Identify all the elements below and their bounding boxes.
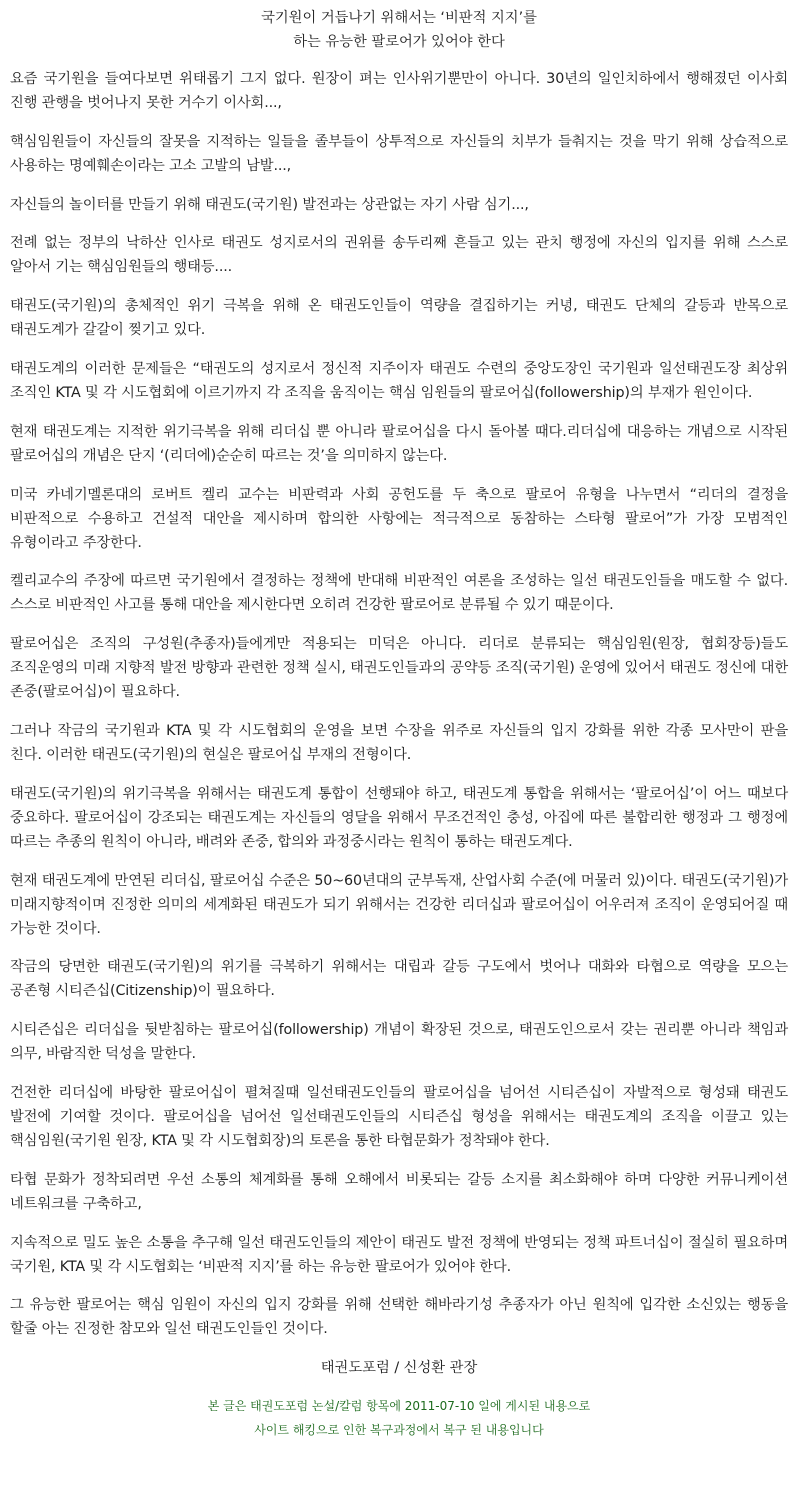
article-title — [10, 0, 788, 54]
paragraph: 켈리교수의 주장에 따르면 국기원에서 결정하는 정책에 반대해 비판적인 여론을 조성하는 일선 태권도인들을 매도할 수 없다. 스스로 비판적인 사고를 통해 대안을 제시한다면 오히려 건강한 팔로어로 분류될 수 있기 때문이다. — [10, 573, 788, 614]
restoration-notice-line-2: 사이트 해킹으로 인한 복구과정에서 복구 된 내용입니다 — [254, 1423, 544, 1438]
paragraph: 요즘 국기원을 들여다보면 위태롭기 그지 없다. 원장이 펴는 인사위기뿐만이 아니다. 30년의 일인치하에서 행해졌던 이사회 진행 관행을 벗어나지 못한 거수기 이사회..., — [10, 71, 788, 111]
paragraph: 태권도(국기원)의 위기극복을 위해서는 태권도계 통합이 선행돼야 하고, 태권도계 통합을 위해서는 ‘팔로어십’이 어느 때보다 중요하다. 팔로어십이 강조되는 태권도계는 자신들의 영달을 위해서 무조건적인 충성, 아집에 따른 불합리한 행정과 그 행정에 따르는 추종의 원칙이 아니라, 배려와 존중, 합의와 과정중시라는 원칙이 통하는 태권도계다. — [10, 785, 788, 850]
article-title-line-1: 국기원이 거듭나기 위해서는 ‘비판적 지지’를 — [261, 10, 537, 26]
paragraph: 팔로어십은 조직의 구성원(추종자)들에게만 적용되는 미덕은 아니다. 리더로 분류되는 핵심임원(원장, 협회장등)들도 조직운영의 미래 지향적 발전 방향과 관련한 정책 실시, 태권도인들과의 공약등 조직(국기원) 운영에 있어서 태권도 정신에 대한 존중(팔로어십)이 필요하다. — [10, 636, 788, 701]
paragraph: 현재 태권도계에 만연된 리더십, 팔로어십 수준은 50~60년대의 군부독재, 산업사회 수준(에 머물러 있)이다. 태권도(국기원)가 미래지향적이며 진정한 의미의 세계화된 태권도가 되기 위해서는 건강한 리더십과 팔로어십이 어우러져 조직이 운영되어질 때 가능한 것이다. — [10, 872, 788, 937]
paragraph: 지속적으로 밀도 높은 소통을 추구해 일선 태권도인들의 제안이 태권도 발전 정책에 반영되는 정책 파트너십이 절실히 필요하며 국기원, KTA 및 각 시도협회는 ‘비판적 지지’를 하는 유능한 팔로어가 있어야 한다. — [10, 1234, 788, 1275]
paragraph: 시티즌십은 리더십을 뒷받침하는 팔로어십(followership) 개념이 확장된 것으로, 태권도인으로서 갖는 권리뿐 아니라 책임과 의무, 바람직한 덕성을 말한다. — [10, 1022, 788, 1063]
paragraph: 그러나 작금의 국기원과 KTA 및 각 시도협회의 운영을 보면 수장을 위주로 자신들의 입지 강화를 위한 각종 모사만이 판을 친다. 이러한 태권도(국기원)의 현실은 팔로어십 부재의 전형이다. — [10, 722, 788, 763]
paragraph: 타협 문화가 정착되려면 우선 소통의 체계화를 통해 오해에서 비롯되는 갈등 소지를 최소화해야 하며 다양한 커뮤니케이션 네트워크를 구축하고, — [10, 1171, 788, 1212]
paragraph: 전례 없는 정부의 낙하산 인사로 태권도 성지로서의 권위를 송두리째 흔들고 있는 관치 행정에 자신의 입지를 위해 스스로 알아서 기는 핵심임원들의 행태등.... — [10, 235, 788, 276]
paragraph: 핵심임원들이 자신들의 잘못을 지적하는 일들을 졸부들이 상투적으로 자신들의 치부가 들춰지는 것을 막기 위해 상습적으로 사용하는 명예훼손이라는 고소 고발의 남발..., — [10, 133, 788, 174]
article-title-line-2: 하는 유능한 팔로어가 있어야 한다 — [293, 34, 505, 50]
article-body — [10, 67, 788, 1341]
paragraph: 미국 카네기멜론대의 로버트 켈리 교수는 비판력과 사회 공헌도를 두 축으로 팔로어 유형을 나누면서 “리더의 결정을 비판적으로 수용하고 건설적 대안을 제시하며 합의한 사항에는 적극적으로 동참하는 스타형 팔로어”가 가장 모범적인 유형이라고 주장한다. — [10, 486, 788, 551]
paragraph: 작금의 당면한 태권도(국기원)의 위기를 극복하기 위해서는 대립과 갈등 구도에서 벗어나 대화와 타협으로 역량을 모으는 공존형 시티즌십(Citizenship)이 필요하다. — [10, 959, 788, 1000]
paragraph: 태권도(국기원)의 총체적인 위기 극복을 위해 온 태권도인들이 역량을 결집하기는 커녕, 태권도 단체의 갈등과 반목으로 태권도계가 갈갈이 찢기고 있다. — [10, 298, 788, 339]
paragraph: 태권도계의 이러한 문제들은 “태권도의 성지로서 정신적 지주이자 태권도 수련의 중앙도장인 국기원과 일선태권도장 최상위 조직인 KTA 및 각 시도협회에 이르기까지 각 조직을 움직이는 핵심 임원들의 팔로어십(followership)의 부재가 원인이다. — [10, 360, 788, 401]
restoration-notice — [10, 1394, 788, 1442]
author-signature: 태권도포럼 / 신성환 관장 — [320, 1360, 478, 1377]
paragraph: 건전한 리더십에 바탕한 팔로어십이 펼쳐질때 일선태권도인들의 팔로어십을 넘어선 시티즌십이 자발적으로 형성돼 태권도 발전에 기여할 것이다. 팔로어십을 넘어선 일선태권도인들의 시티즌십 형성을 위해서는 태권도계의 조직을 이끌고 있는 핵심임원(국기원 원장, KTA 및 각 시도협회장)의 토론을 통한 타협문화가 정착돼야 한다. — [10, 1084, 788, 1149]
paragraph: 그 유능한 팔로어는 핵심 임원이 자신의 입지 강화를 위해 선택한 해바라기성 추종자가 아닌 원칙에 입각한 소신있는 행동을 할줄 아는 진정한 참모와 일선 태권도인들인 것이다. — [10, 1297, 788, 1338]
restoration-notice-line-1: 본 글은 태권도포럼 논설/칼럼 항목에 2011-07-10 일에 게시된 내용으로 — [207, 1399, 591, 1414]
paragraph: 현재 태권도계는 지적한 위기극복을 위해 리더십 뿐 아니라 팔로어십을 다시 돌아볼 때다.리더십에 대응하는 개념으로 시작된 팔로어십의 개념은 단지 ‘(리더에)순순히 따르는 것’을 의미하지 않는다. — [10, 423, 788, 464]
paragraph: 자신들의 놀이터를 만들기 위해 태권도(국기원) 발전과는 상관없는 자기 사람 심기..., — [10, 196, 529, 213]
